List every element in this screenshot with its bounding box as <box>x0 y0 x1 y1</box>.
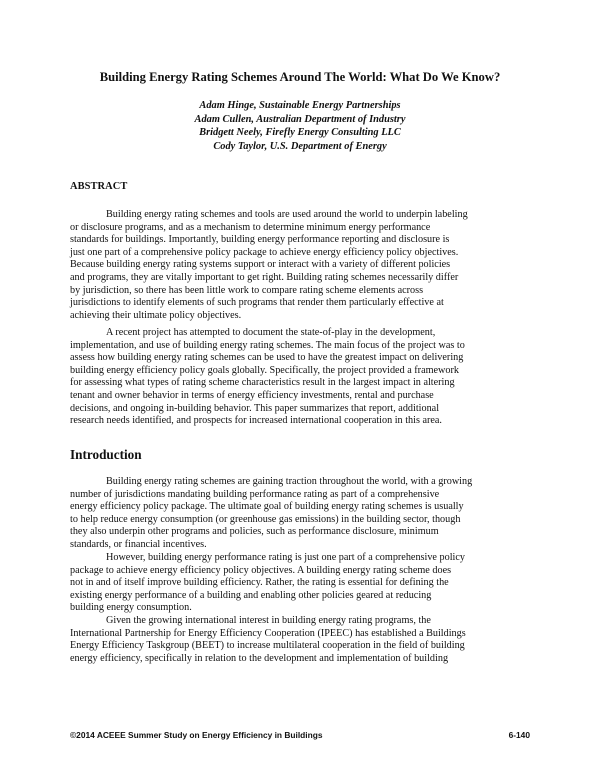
text-line: or disclosure programs, and as a mechanism to determine minimum energy performance <box>70 221 431 233</box>
author-line: Cody Taylor, U.S. Department of Energy <box>213 140 387 152</box>
abstract-paragraph-2 <box>70 327 530 428</box>
text-line: research needs identified, and prospects for increased international cooperation in this area. <box>70 415 442 427</box>
paper-title: Building Energy Rating Schemes Around The World: What Do We Know? <box>99 70 501 84</box>
text-line: Building energy rating schemes and tools are used around the world to underpin labeling <box>106 209 468 220</box>
text-line: However, building energy performance rating is just one part of a comprehensive policy <box>106 552 465 563</box>
text-line: Given the growing international interest in building energy rating programs, the <box>106 615 431 626</box>
text-line: energy efficiency, specifically in relation to the development and implementation of building <box>70 652 449 664</box>
text-line: A recent project has attempted to document the state-of-play in the development, <box>106 327 436 338</box>
introduction-heading: Introduction <box>70 447 142 462</box>
author-list <box>0 99 600 153</box>
text-line: by jurisdiction, so there has been little work to compare rating scheme elements across <box>70 284 424 296</box>
text-line: not in and of itself improve building efficiency. Rather, the rating is essential for defining the <box>70 577 449 589</box>
text-line: standards, or financial incentives. <box>70 538 207 550</box>
page-number: 6-140 <box>508 730 530 740</box>
author-line: Adam Hinge, Sustainable Energy Partnerships <box>199 100 401 111</box>
text-line: to help reduce energy consumption (or greenhouse gas emissions) in the building sector, though <box>70 513 461 525</box>
intro-paragraph-2 <box>70 552 530 615</box>
text-line: energy efficiency policy package. The ultimate goal of building energy rating schemes is usually <box>70 501 464 513</box>
text-line: for assessing what types of rating scheme characteristics result in the largest impact in altering <box>70 377 455 389</box>
intro-paragraph-1 <box>70 476 530 552</box>
text-line: jurisdictions to identify elements of such programs that render them particularly effective at <box>70 297 444 309</box>
text-line: and programs, they are vitally important to get right. Building rating schemes necessarily differ <box>70 271 459 283</box>
text-line: Building energy rating schemes are gaining traction throughout the world, with a growing <box>106 476 473 487</box>
text-line: assess how building energy rating schemes can be used to have the greatest impact on delivering <box>70 352 464 364</box>
text-line: Because building energy rating systems support or interact with a variety of different policies <box>70 259 451 271</box>
text-line: they also underpin other programs and policies, such as performance disclosure, minimum <box>70 526 439 538</box>
text-line: just one part of a comprehensive policy package to achieve energy efficiency policy objectives. <box>70 246 459 258</box>
text-line: package to achieve energy efficiency policy objectives. A building energy rating scheme does <box>70 564 452 576</box>
text-line: International Partnership for Energy Efficiency Cooperation (IPEEC) has established a Buildings <box>70 627 466 639</box>
text-line: existing energy performance of a building and enabling other policies geared at reducing <box>70 589 432 601</box>
text-line: building energy efficiency policy goals globally. Specifically, the project provided a framework <box>70 364 459 376</box>
text-line: building energy consumption. <box>70 602 192 614</box>
text-line: achieving their ultimate policy objectives. <box>70 309 242 321</box>
abstract-heading: ABSTRACT <box>70 181 128 192</box>
text-line: implementation, and use of building energy rating schemes. The main focus of the project was to <box>70 339 465 351</box>
abstract-paragraph-1 <box>70 209 530 322</box>
author-line: Adam Cullen, Australian Department of Industry <box>194 113 406 125</box>
text-line: standards for buildings. Importantly, building energy performance reporting and disclosure is <box>70 234 450 246</box>
footer-citation: ©2014 ACEEE Summer Study on Energy Efficiency in Buildings <box>70 730 323 740</box>
text-line: decisions, and ongoing in-building behavior. This paper summarizes that report, additional <box>70 402 440 414</box>
text-line: Energy Efficiency Taskgroup (BEET) to increase multilateral cooperation in the field of building <box>70 640 465 652</box>
author-line: Bridgett Neely, Firefly Energy Consulting LLC <box>199 127 401 139</box>
text-line: number of jurisdictions mandating building performance rating as part of a comprehensive <box>70 488 440 500</box>
intro-paragraph-3 <box>70 615 530 665</box>
text-line: tenant and owner behavior in terms of energy efficiency investments, rental and purchase <box>70 389 434 401</box>
